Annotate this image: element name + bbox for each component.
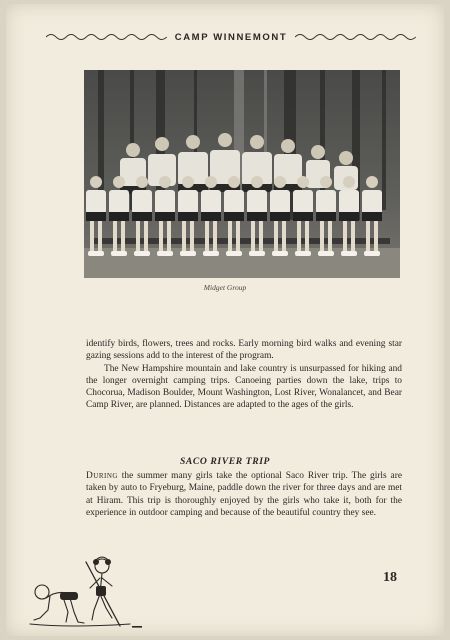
photo-caption: Midget Group (203, 283, 247, 292)
group-photo-image (84, 70, 400, 278)
group-photo (84, 70, 400, 278)
lead-word: During (86, 471, 118, 481)
paragraph-nature-study: identify birds, flowers, trees and rocks. Early morning bird walks and evening star gazing sessions add to the interest of the program. (86, 339, 402, 362)
paragraph-saco-river (86, 470, 402, 519)
paragraph-hiking-trips: The New Hampshire mountain and lake country is unsurpassed for hiking and the longer overnight camping trips. Canoeing parties down the lake, trips to Chocorua, Madison Boulder, Mount Washington, Lost River, Wonalancet, and Bear Camp River, are planned. Distances are adapted to the ages of the girls. (86, 363, 402, 411)
paragraph-saco-river-text: the summer many girls take the optional Saco River trip. The girls are taken by auto to Fryeburg, Maine, paddle down the river for three days and are met at Hiram. This trip is thoroughly enjoyed by the girls who take it, both for the experience in outdoor camping and because of the beautiful country they see. (86, 471, 402, 518)
body-paragraphs (86, 338, 402, 412)
left-wave-ornament (46, 32, 167, 42)
section-heading: SACO RIVER TRIP (179, 456, 271, 467)
section-body (86, 470, 402, 519)
right-wave-ornament (295, 32, 416, 42)
header-title: CAMP WINNEMONT (174, 31, 288, 43)
page (6, 4, 444, 636)
page-number: 18 (383, 570, 397, 585)
running-header (46, 28, 416, 46)
camper-sketch-illustration (20, 552, 150, 632)
